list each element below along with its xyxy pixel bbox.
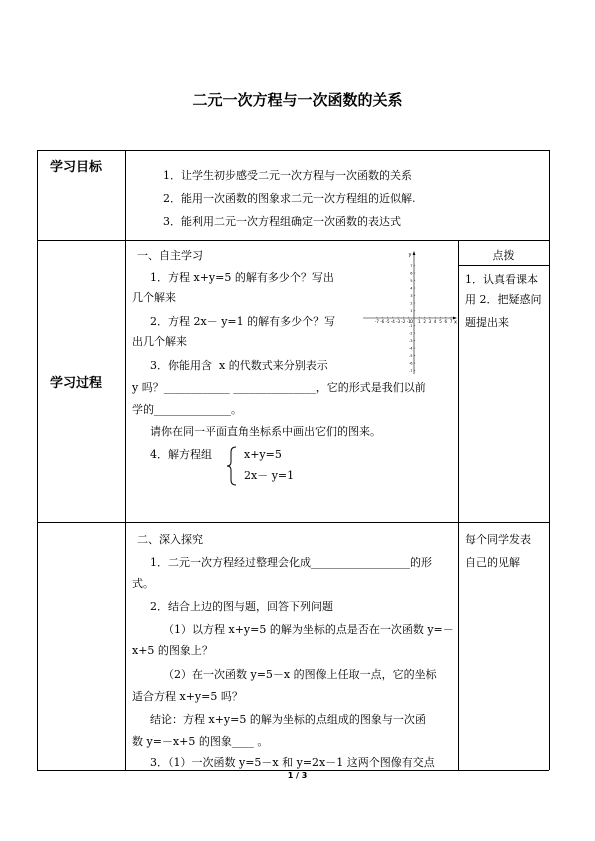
table-border-right xyxy=(549,150,550,770)
y-axis-label: y xyxy=(408,252,412,258)
equation-1: x+y=5 xyxy=(244,448,282,461)
y-tick-label: 3 xyxy=(410,293,413,298)
x-tick-label: 3 xyxy=(428,319,432,324)
x-tick-label: 4 xyxy=(433,319,437,324)
table-border-top xyxy=(37,150,549,151)
x-tick-label: -3 xyxy=(396,319,401,324)
page-title: 二元一次方程与一次函数的关系 xyxy=(192,91,403,109)
question-line-with-blank: 学的______________。 xyxy=(132,403,242,416)
y-tick-label: 4 xyxy=(410,286,413,291)
x-tick-label: 1 xyxy=(418,319,421,324)
objectives-label: 学习目标 xyxy=(50,160,103,175)
x-tick-label: 7 xyxy=(449,319,453,324)
tip-line: 1．认真看课本 xyxy=(465,273,538,286)
question-line: x+5 的图象上？ xyxy=(132,644,213,657)
coordinate-grid xyxy=(360,248,458,376)
y-tick-label: -5 xyxy=(408,353,413,358)
question-line: 3．你能用含 x 的代数式来分别表示 xyxy=(150,359,328,372)
question-line-with-blank: 1．二元一次方程经过整理会化成__________________的形 xyxy=(150,556,432,569)
table-border-row2 xyxy=(37,522,549,523)
x-tick-label: 5 xyxy=(439,319,442,324)
objective-item: 3．能利用二元一次方程组确定一次函数的表达式 xyxy=(163,215,401,228)
x-tick-label: 2 xyxy=(423,319,426,324)
table-border-col2 xyxy=(458,240,459,770)
question-line: 适合方程 x+y=5 吗？ xyxy=(132,690,243,703)
section-heading: 一、自主学习 xyxy=(137,249,203,262)
y-tick-label: -6 xyxy=(408,361,413,366)
y-tick-label: -4 xyxy=(408,346,413,351)
y-axis-arrow xyxy=(413,251,416,255)
y-tick-label: -2 xyxy=(408,331,413,336)
section-heading: 二、深入探究 xyxy=(137,533,203,546)
y-tick-label: 6 xyxy=(410,271,413,276)
question-line: 式。 xyxy=(132,577,154,590)
x-tick-label: -6 xyxy=(380,319,385,324)
question-line-with-blanks: y 吗？____________ _______________，它的形式是我们以前 xyxy=(132,381,426,394)
x-tick-label: 6 xyxy=(444,319,448,324)
objective-item: 1．让学生初步感受二元一次方程与一次函数的关系 xyxy=(163,169,412,182)
equation-system-intro: 4．解方程组 xyxy=(150,448,212,461)
question-line: 几个解来 xyxy=(132,291,176,304)
question-line: 1．方程 x+y=5 的解有多少个？写出 xyxy=(150,271,334,284)
tip-line: 每个同学发表 xyxy=(465,533,531,546)
x-tick-label: -5 xyxy=(385,319,390,324)
brace-icon xyxy=(226,446,238,486)
tip-line: 题提出来 xyxy=(465,316,509,329)
question-line: 2．结合上边的图与题，回答下列问题 xyxy=(150,600,333,613)
instruction-line: 请你在同一平面直角坐标系中画出它们的图来。 xyxy=(150,425,381,438)
conclusion-line: 结论：方程 x+y=5 的解为坐标的点组成的图象与一次函 xyxy=(150,713,426,726)
process-label: 学习过程 xyxy=(50,376,103,391)
x-tick-label: -1 xyxy=(406,319,411,324)
x-tick-label: -7 xyxy=(374,319,379,324)
y-tick-label: 7 xyxy=(410,263,413,268)
question-line: （1）以方程 x+y=5 的解为坐标的点是否在一次函数 y=－ xyxy=(163,623,454,636)
y-tick-label: -7 xyxy=(408,368,413,373)
conclusion-line-with-blank: 数 y=－x+5 的图象____ 。 xyxy=(132,735,269,748)
y-tick-label: -1 xyxy=(408,323,413,328)
question-line: 2．方程 2x－ y=1 的解有多少个？写 xyxy=(150,315,336,328)
x-tick-label: -2 xyxy=(401,319,406,324)
objective-item: 2．能用一次函数的图象求二元一次方程组的近似解. xyxy=(163,192,416,205)
tips-header-divider xyxy=(458,265,549,266)
table-border-col1 xyxy=(125,150,126,770)
question-line: 出几个解来 xyxy=(132,335,187,348)
x-tick-label: -4 xyxy=(390,319,395,324)
x-axis-label: x xyxy=(454,319,457,326)
y-tick-label: 1 xyxy=(410,308,413,313)
y-tick-label: -3 xyxy=(408,338,413,343)
origin-label: O xyxy=(410,319,414,324)
page-number: 1 / 3 xyxy=(287,771,308,780)
table-border-left xyxy=(37,150,38,770)
table-border-row1 xyxy=(37,240,549,241)
tip-line: 用 2．把疑惑问 xyxy=(465,293,542,306)
tips-header: 点拨 xyxy=(492,249,515,262)
question-line: 3．（1）一次函数 y=5－x 和 y=2x－1 这两个图像有交点 xyxy=(150,756,435,769)
equation-2: 2x－ y=1 xyxy=(244,469,295,482)
y-tick-label: 5 xyxy=(410,278,413,283)
y-tick-label: 2 xyxy=(410,301,413,306)
tip-line: 自己的见解 xyxy=(465,556,520,569)
question-line: （2）在一次函数 y=5－x 的图像上任取一点，它的坐标 xyxy=(163,668,437,681)
